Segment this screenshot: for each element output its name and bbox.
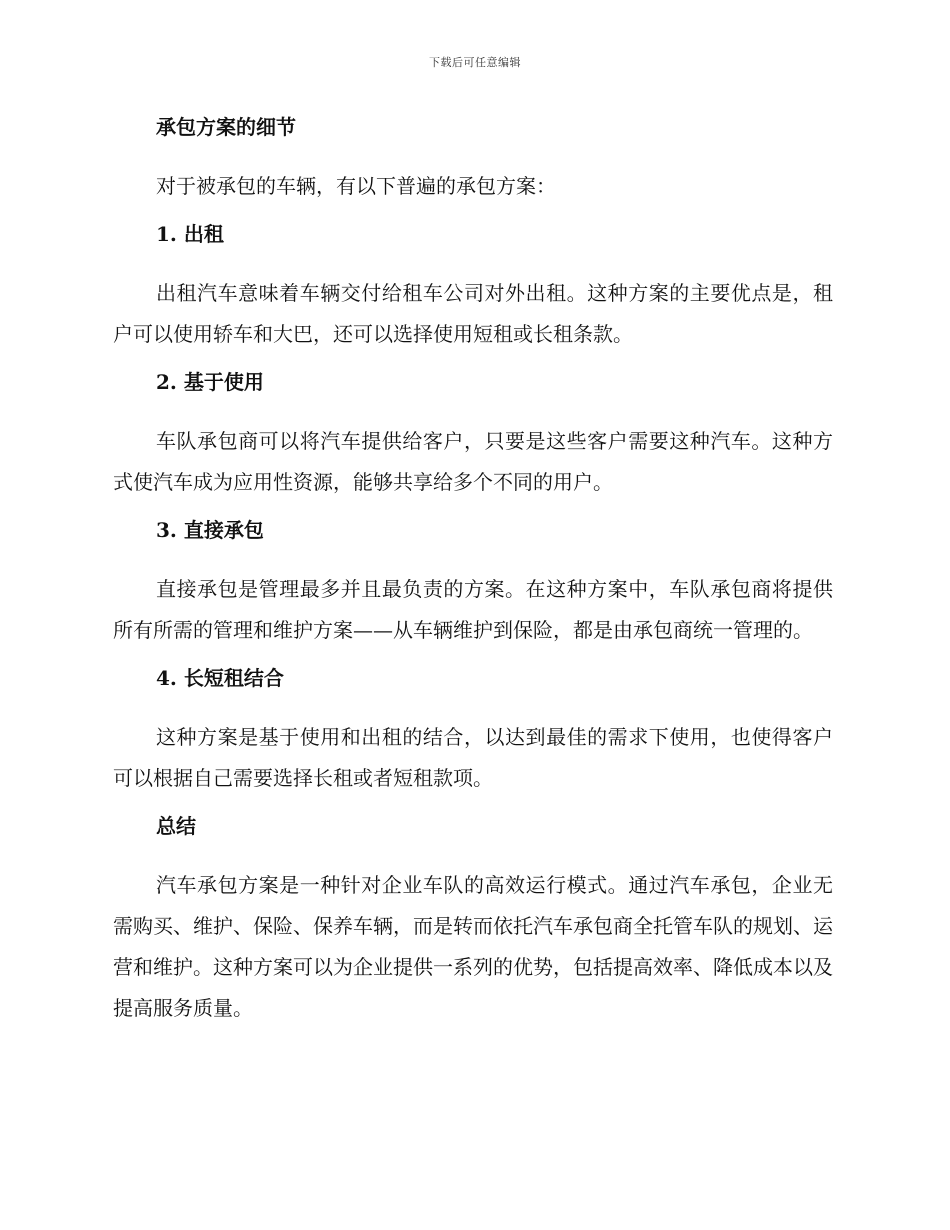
page-header: 下载后可任意编辑: [429, 56, 521, 69]
document-body: [113, 112, 833, 1041]
section-heading-usage-based: 2. 基于使用: [156, 370, 264, 394]
section-heading-details: 承包方案的细节: [156, 115, 296, 139]
section-heading-summary: 总结: [156, 814, 196, 838]
section-paragraph-rental: 出租汽车意味着车辆交付给租车公司对外出租。这种方案的主要优点是，租户可以使用轿车和大巴，还可以选择使用短租或长租条款。: [113, 281, 833, 346]
section-paragraph-details: 对于被承包的车辆，有以下普遍的承包方案：: [156, 174, 556, 198]
section-paragraph-summary: 汽车承包方案是一种针对企业车队的高效运行模式。通过汽车承包，企业无需购买、维护、保险、保养车辆，而是转而依托汽车承包商全托管车队的规划、运营和维护。这种方案可以为企业提供一系列的优势，包括提高效率、降低成本以及提高服务质量。: [113, 873, 833, 1020]
section-heading-direct-contract: 3. 直接承包: [156, 518, 264, 542]
section-heading-combined-rental: 4. 长短租结合: [156, 666, 284, 690]
section-paragraph-usage-based: 车队承包商可以将汽车提供给客户，只要是这些客户需要这种汽车。这种方式使汽车成为应用性资源，能够共享给多个不同的用户。: [113, 429, 833, 494]
section-paragraph-combined-rental: 这种方案是基于使用和出租的结合，以达到最佳的需求下使用，也使得客户可以根据自己需要选择长租或者短租款项。: [113, 725, 833, 790]
section-heading-rental: 1. 出租: [156, 222, 224, 246]
section-paragraph-direct-contract: 直接承包是管理最多并且最负责的方案。在这种方案中，车队承包商将提供所有所需的管理和维护方案——从车辆维护到保险，都是由承包商统一管理的。: [113, 577, 833, 642]
